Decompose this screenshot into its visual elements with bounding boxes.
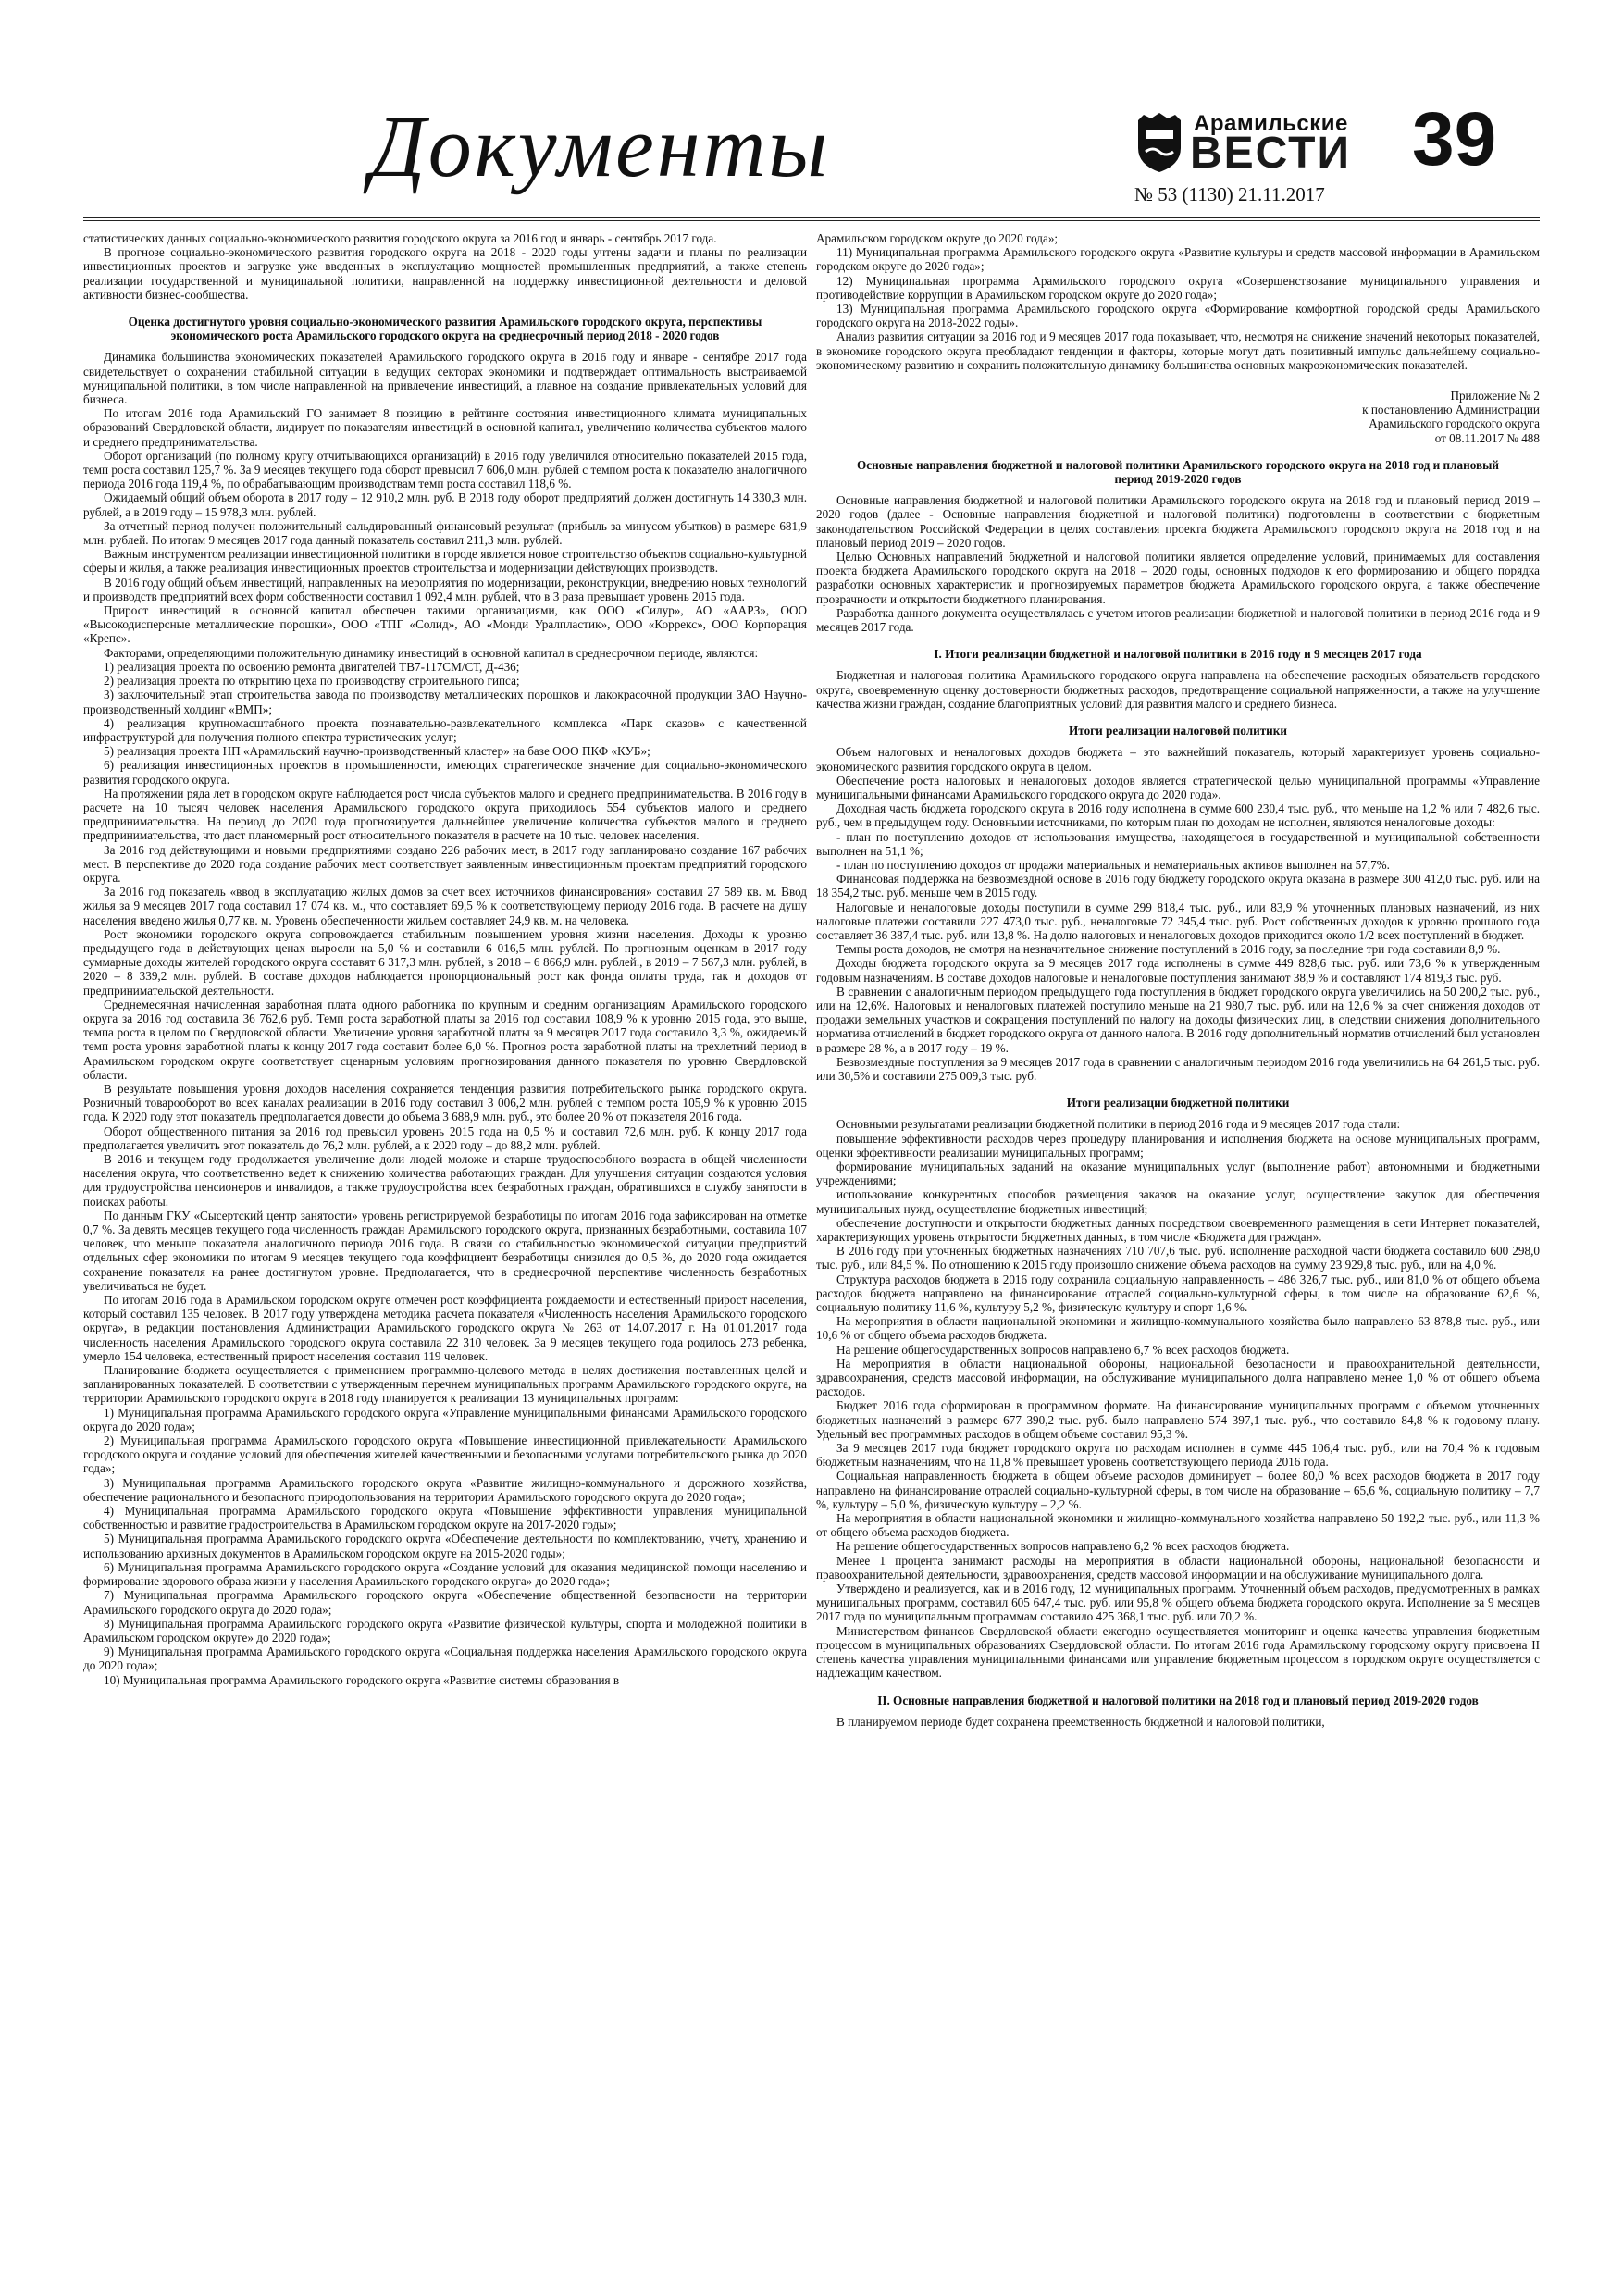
paragraph: В 2016 году при уточненных бюджетных назначениях 710 707,6 тыс. руб. исполнение расходной части бюджета составило 600 298,0 тыс. руб., или 84,5 %. По отношению к 2015 году произошло снижение объема расходов на сумму 23 929,8 тыс. руб., или на 4,0 %. (816, 1244, 1540, 1272)
paragraph: За 2016 год показатель «ввод в эксплуатацию жилых домов за счет всех источников финансирования» составил 27 589 кв. м. Ввод жилья за 9 месяцев 2017 года составил 17 074 кв. м., что составляет 69,5 % к соответствующему периоду 2016 года. В расчете на душу населения введено жилья 0,77 кв. м. Уровень обеспеченности жильем составляет 24,9 кв. м. на человека. (83, 885, 807, 927)
paragraph: - план по поступлению доходов от использования имущества, находящегося в государственной и муниципальной собственности выполнен на 51,1 %; (816, 829, 1540, 858)
paragraph: В 2016 и текущем году продолжается увеличение доли людей моложе и старше трудоспособного возраста в общей численности населения округа, что соответственно ведет к снижению количества работающих граждан. Для улучшения ситуации создаются условия для трудоустройства пенсионеров и инвалидов, а также трудоустройства всех безработных граждан, обратившихся в службу занятости в поисках работы. (83, 1152, 807, 1209)
paragraph: - план по поступлению доходов от продажи материальных и нематериальных активов выполнен на 57,7%. (836, 857, 1390, 872)
section-heading: I. Итоги реализации бюджетной и налоговой политики в 2016 году и 9 месяцев 2017 года (934, 647, 1422, 662)
paragraph: Основные направления бюджетной и налоговой политики Арамильского городского округа на 2018 год и плановый период 2019 – 2020 годов (далее - Основные направления бюджетной и налоговой политики) подготовлены в соответствии с бюджетным законодательством Российской Федерации в целях составления проекта бюджета Арамильского городского округа на 2018 год и на плановый период 2019 – 2020 годов. (816, 493, 1540, 550)
paragraph: Финансовая поддержка на безвозмездной основе в 2016 году бюджету городского округа оказана в размере 300 412,0 тыс. руб. или на 18 354,2 тыс. руб. меньше чем в 2015 году. (816, 872, 1540, 900)
list-item: 1) реализация проекта по освоению ремонта двигателей ТВ7-117СМ/СТ, Д-436; (104, 659, 520, 674)
section-title: Документы (370, 99, 831, 195)
paragraph: По данным ГКУ «Сысертский центр занятости» уровень регистрируемой безработицы по итогам 2016 года зафиксирован на отметке 0,7 %. За девять месяцев текущего года численность граждан Арамильского городского округа, признанных безработными, составила 107 человек, что меньше показателя аналогичного периода 2016 года. В связи со стабильностью экономической ситуации предприятий отдельных сфер экономики по итогам 9 месяцев текущего года коэффициент безработицы снизился до 0,5 %, до 2020 года ожидается сохранение показателя на ранее достигнутом уровне. Предполагается, что в среднесрочной перспективе численность безработных увеличиваться не будет. (83, 1208, 807, 1293)
list-item: 2) Муниципальная программа Арамильского городского округа «Повышение инвестиционной привлекательности Арамильского городского округа и создание условий для обеспечения жителей качественными и безопасными услугами потребительского рынка до 2020 года»; (83, 1433, 807, 1476)
list-item: 5) реализация проекта НП «Арамильский научно-производственный кластер» на базе ООО ПКФ «КУБ»; (104, 744, 650, 759)
logo-main-text: ВЕСТИ (1190, 129, 1351, 178)
newspaper-logo (1134, 111, 1381, 178)
paragraph: Факторами, определяющими положительную динамику инвестиций в основной капитал в среднесрочном периоде, являются: (104, 645, 759, 660)
paragraph: Арамильском городском округе до 2020 года»; (816, 231, 1059, 245)
header-divider-thin (83, 220, 1540, 221)
logo-top-text: Арамильские (1194, 111, 1348, 136)
appendix-reference (816, 389, 1540, 445)
paragraph: Прирост инвестиций в основной капитал обеспечен такими организациями, как ООО «Силур», АО «ААРЗ», ООО «Высокодисперсные металлические порошки», ООО «ТПГ «Солид», АО «Монди Уралпластик», ООО «Коррекс», ООО Корпорация «Крепс». (83, 603, 807, 646)
paragraph: Целью Основных направлений бюджетной и налоговой политики является определение условий, принимаемых для составления проекта бюджета Арамильского городского округа на 2018 – 2020 годы, основных подходов к его формированию и общего порядка разработки основных характеристик и прогнозируемых параметров бюджета Арамильского городского округа, а также обеспечение прозрачности и открытости бюджетного планирования. (816, 550, 1540, 606)
appendix-line: Приложение № 2 (1450, 389, 1540, 403)
paragraph: Безвозмездные поступления за 9 месяцев 2017 года в сравнении с аналогичным периодом 2016 года увеличились на 64 261,5 тыс. руб. или 30,5% и составили 275 009,3 тыс. руб. (816, 1054, 1540, 1083)
paragraph: Рост экономики городского округа сопровождается стабильным повышением уровня жизни населения. Доходы к уровню предыдущего года в действующих ценах выросли на 5,0 % и составили 6 016,5 млн. рублей. По прогнозным оценкам в 2017 году суммарные доходы жителей городского округа составят 6 317,3 млн. рублей, в 2018 – 6 866,9 млн. рублей., в 2019 – 7 567,3 млн. рублей, в 2020 – 8 339,2 млн. рублей. В составе доходов наблюдается пропорциональный рост как фонда оплаты труда, так и доходов от предпринимательской деятельности. (83, 926, 807, 998)
section-heading: Итоги реализации бюджетной политики (1066, 1096, 1290, 1111)
paragraph: В результате повышения уровня доходов населения сохраняется тенденция развития потребительского рынка городского округа. Розничный товарооборот во всех каналах реализации в 2016 году составил 3 006,2 млн. рублей с темпом роста 105,9 % к уровню 2015 года. К 2020 году этот показатель предполагается довести до объема 3 688,9 млн. руб., это более 20 % от показателя 2016 года. (83, 1081, 807, 1124)
paragraph: Анализ развития ситуации за 2016 год и 9 месяцев 2017 года показывает, что, несмотря на снижение значений некоторых показателей, в экономике городского округа преобладают тенденции и факторы, которые могут дать позитивный импульс дальнейшему социально-экономическому развитию и сохранить положительную динамику большинства основных макроэкономических показателей. (816, 329, 1540, 372)
paragraph: На решение общегосударственных вопросов направлено 6,2 % всех расходов бюджета. (836, 1539, 1290, 1554)
paragraph: Важным инструментом реализации инвестиционной политики в городе является новое строительство объектов социально-культурной сферы и жилья, а также реализация инвестиционных проектов строительства и модернизации действующих производств. (83, 547, 807, 576)
paragraph: В прогнозе социально-экономического развития городского округа на 2018 - 2020 годы учтены задачи и планы по реализации инвестиционных проектов и загрузке уже введенных в эксплуатацию мощностей промышленных предприятий, а также степень реализации государственной и муниципальной политики, направленной на поддержку инвестиционной деятельности и деловой активности бизнес-сообщества. (83, 245, 807, 302)
header-divider (83, 217, 1540, 218)
paragraph: За 2016 год действующими и новыми предприятиями создано 226 рабочих мест, в 2017 году запланировано создание 167 рабочих мест. В перспективе до 2020 года создание рабочих мест соответствует заявленным инвестиционным проектам предприятий городского округа. (83, 842, 807, 885)
section-heading: Итоги реализации налоговой политики (1069, 724, 1287, 738)
paragraph: Динамика большинства экономических показателей Арамильского городского округа в 2016 году и январе - сентябре 2017 года свидетельствует о сохранении стабильной ситуации в ведущих секторах экономики и подтверждает оптимальность выстраиваемой муниципальной политики, в том числе направленной на привлечение инвестиций, а главное на создание привлекательных условий для бизнеса. (83, 350, 807, 407)
paragraph: использование конкурентных способов размещения заказов на оказание услуг, осуществление закупок для обеспечения муниципальных нужд, осуществление бюджетных инвестиций; (816, 1187, 1540, 1216)
list-item: 6) реализация инвестиционных проектов в промышленности, имеющих стратегическое значение для социально-экономического развития городского округа. (83, 758, 807, 787)
paragraph: формирование муниципальных заданий на оказание муниципальных услуг (выполнение работ) автономными и бюджетными учреждениями; (816, 1159, 1540, 1188)
list-item: 7) Муниципальная программа Арамильского городского округа «Обеспечение общественной безопасности на территории Арамильского городского округа до 2020 года»; (83, 1588, 807, 1617)
paragraph: Утверждено и реализуется, как и в 2016 году, 12 муниципальных программ. Уточненный объем расходов, предусмотренных в рамках муниципальных программ, составил 605 647,4 тыс. руб. или 95,8 % общего объема бюджета городского округа. Исполнение за 9 месяцев 2017 года по муниципальным программам составило 425 368,1 тыс. руб. или 70,2 %. (816, 1582, 1540, 1624)
paragraph: На мероприятия в области национальной экономики и жилищно-коммунального хозяйства направлено 50 192,2 тыс. руб., или 11,3 % от общего объема расходов бюджета. (816, 1511, 1540, 1540)
paragraph: Бюджет 2016 года сформирован в программном формате. На финансирование муниципальных программ с объемом уточненных бюджетных назначений в размере 677 390,2 тыс. руб. было направлено 574 397,1 тыс. руб., что составило 84,8 % к годовому плану. Удельный вес программных расходов в общем объеме составил 95,3 %. (816, 1398, 1540, 1441)
paragraph: Объем налоговых и неналоговых доходов бюджета – это важнейший показатель, который характеризует уровень социально-экономического развития городского округа в целом. (816, 745, 1540, 774)
paragraph: Социальная направленность бюджета в общем объеме расходов доминирует – более 80,0 % всех расходов бюджета в 2017 году направлено на финансирование отраслей социально-культурной сферы, в том числе на образование – 65,6 %, социальную политику – 7,7 %, культуру – 5,0 %, физическую культуру – 2,2 %. (816, 1469, 1540, 1511)
paragraph: Доходная часть бюджета городского округа в 2016 году исполнена в сумме 600 230,4 тыс. руб., что меньше на 1,2 % или 7 482,6 тыс. руб., чем в предыдущем году. Основными источниками, по которым план по доходам не исполнен, являются неналоговые доходы: (816, 801, 1540, 830)
paragraph: Менее 1 процента занимают расходы на мероприятия в области национальной обороны, национальной безопасности и правоохранительной деятельности, здравоохранения, средств массовой информации и на обслуживание муниципального долга. (816, 1553, 1540, 1582)
issue-number: № 53 (1130) 21.11.2017 (1134, 183, 1325, 205)
paragraph: За отчетный период получен положительный сальдированный финансовый результат (прибыль за минусом убытков) в размере 681,9 млн. рублей. По итогам 9 месяцев 2017 года данный показатель составил 211,3 млн. рублей. (83, 518, 807, 548)
paragraph: На решение общегосударственных вопросов направлено 6,7 % всех расходов бюджета. (836, 1342, 1290, 1357)
paragraph: Основными результатами реализации бюджетной политики в период 2016 года и 9 месяцев 2017 года стали: (836, 1117, 1401, 1132)
page-number: 39 (1412, 97, 1497, 181)
paragraph: обеспечение доступности и открытости бюджетных данных посредством своевременного размещения в сети Интернет показателей, характеризующих уровень открытости бюджетных данных, в том числе «Бюджета для граждан». (816, 1215, 1540, 1244)
list-item: 12) Муниципальная программа Арамильского городского округа «Совершенствование муниципального управления и противодействие коррупции в Арамильском городском округе до 2020 года»; (816, 273, 1540, 302)
paragraph: повышение эффективности расходов через процедуру планирования и исполнения бюджета на основе муниципальных программ, оценки эффективности реализации муниципальных программ; (816, 1131, 1540, 1160)
list-item: 8) Муниципальная программа Арамильского городского округа «Развитие физической культуры, спорта и молодежной политики в Арамильском городском округе» до 2020 года»; (83, 1616, 807, 1644)
paragraph: Оборот общественного питания за 2016 год превысил уровень 2015 года на 0,5 % и составил 72,6 млн. руб. К концу 2017 года предполагается увеличить этот показатель до 76,2 млн. рублей, а к 2020 году – до 88,2 млн. рублей. (83, 1123, 807, 1152)
list-item: 3) Муниципальная программа Арамильского городского округа «Развитие жилищно-коммунального и дорожного хозяйства, обеспечение рационального и безопасного природопользования на территории Арамильского городского округа до 2020 года»; (83, 1475, 807, 1504)
paragraph: Ожидаемый общий объем оборота в 2017 году – 12 910,2 млн. руб. В 2018 году оборот предприятий должен достигнуть 14 330,3 млн. рублей, а в 2019 году – 15 978,3 млн. рублей. (83, 490, 807, 519)
paragraph: Разработка данного документа осуществлялась с учетом итогов реализации бюджетной и налоговой политики в период 2016 года и 9 месяцев 2017 года. (816, 605, 1540, 635)
section-heading: II. Основные направления бюджетной и налоговой политики на 2018 год и плановый период 2019-2020 годов (877, 1693, 1479, 1707)
paragraph: За 9 месяцев 2017 года бюджет городского округа по расходам исполнен в сумме 445 106,4 тыс. руб., или на 70,4 % к годовым бюджетным назначениям, что на 11,8 % превышает уровень соответствующего периода 2016 года. (816, 1441, 1540, 1470)
list-item: 4) реализация крупномасштабного проекта познавательно-развлекательного комплекса «Парк сказов» с качественной инфраструктурой для получения полного спектра туристических услуг; (83, 715, 807, 744)
list-item: 5) Муниципальная программа Арамильского городского округа «Обеспечение деятельности по комплектованию, учету, хранению и использованию архивных документов в Арамильском городском округе на 2015-2020 годы»; (83, 1532, 807, 1560)
paragraph: Темпы роста доходов, не смотря на незначительное снижение поступлений в 2016 году, за последние три года составили 8,9 %. (836, 942, 1501, 957)
paragraph: статистических данных социально-экономического развития городского округа за 2016 год и январь - сентябрь 2017 года. (83, 231, 717, 245)
section-heading: Основные направления бюджетной и налоговой политики Арамильского городского округа на 2018 год и плановый период 2019-2020 годов (856, 457, 1500, 487)
left-column (83, 231, 807, 2232)
paragraph: В 2016 году общий объем инвестиций, направленных на мероприятия по модернизации, реконструкции, внедрению новых технологий и производств предприятий всех форм собственности составил 1 092,4 млн. рублей, что в 3 раза превышает уровень 2015 года. (83, 575, 807, 603)
section-heading: Оценка достигнутого уровня социально-экономического развития Арамильского городского округа, перспективы экономического роста Арамильского городского округа на среднесрочный период 2018 - 2020 годов (128, 315, 762, 343)
paragraph: Бюджетная и налоговая политика Арамильского городского округа направлена на обеспечение расходных обязательств городского округа, своевременную оценку достоверности бюджетных расходов, предотвращение социальной напряженности, а также на улучшение качества жизни граждан, создание благоприятных условий для развития малого и среднего бизнеса. (816, 668, 1540, 711)
paragraph: Доходы бюджета городского округа за 9 месяцев 2017 года исполнены в сумме 449 828,6 тыс. руб. или 73,6 % к утвержденным годовым назначениям. В составе доходов налоговые и неналоговые поступления занимают 38,9 % и составляют 174 819,3 тыс. руб. (816, 956, 1540, 985)
paragraph: Министерством финансов Свердловской области ежегодно осуществляется мониторинг и оценка качества управления бюджетным процессом в муниципальных образованиях Свердловской области. По итогам 2016 года Арамильскому городскому округу присвоена II степень качества управления муниципальными финансами или управление бюджетным процессом в городском округе осуществляется с надлежащим качеством. (816, 1623, 1540, 1681)
list-item: 11) Муниципальная программа Арамильского городского округа «Развитие культуры и средств массовой информации в Арамильском городском округе до 2020 года»; (816, 245, 1540, 274)
paragraph: В сравнении с аналогичным периодом предыдущего года поступления в бюджет городского округа увеличились на 50 200,2 тыс. руб., или на 12,6%. Налоговых и неналоговых платежей поступило меньше на 21 980,7 тыс. руб. или на 12,6 % за счет снижения доходов от продажи земельных участков и сокращения поступлений по налогу на доходы физических лиц, в следствии снижения дополнительного норматива отчислений в бюджет городского округа от данного налога. В 2016 году дополнительный норматив отчислений был установлен в размере 28 %, а в 2017 году – 19 %. (816, 984, 1540, 1055)
paragraph: Обеспечение роста налоговых и неналоговых доходов является стратегической целью муниципальной программы «Управление муниципальными финансами Арамильского городского округа до 2020 года». (816, 773, 1540, 801)
appendix-line: от 08.11.2017 № 488 (1434, 430, 1540, 445)
paragraph: Налоговые и неналоговые доходы поступили в сумме 299 818,4 тыс. руб., или 83,9 % уточненных плановых назначений, из них налоговые платежи составили 227 473,0 тыс. руб., неналоговые 72 345,4 тыс. руб. Рост собственных доходов к уровню прошлого года составляет 36 387,4 тыс. руб. или 13,8 %. На долю налоговых и неналоговых доходов приходится около 1/2 всех поступлений в бюджет. (816, 900, 1540, 942)
list-item: 9) Муниципальная программа Арамильского городского округа «Социальная поддержка населения Арамильского городского округа до 2020 года»; (83, 1644, 807, 1673)
list-item: 10) Муниципальная программа Арамильского городского округа «Развитие системы образования в (104, 1672, 620, 1687)
paragraph: На мероприятия в области национальной обороны, национальной безопасности и правоохранительной деятельности, здравоохранения, средств массовой информации, на обслуживание муниципального долга направлено менее 1,0 % от общего объема расходов. (816, 1356, 1540, 1399)
paragraph: На мероприятия в области национальной экономики и жилищно-коммунального хозяйства было направлено 63 878,8 тыс. руб., или 10,6 % от общего объема расходов бюджета. (816, 1314, 1540, 1343)
paragraph: По итогам 2016 года Арамильский ГО занимает 8 позицию в рейтинге состояния инвестиционного климата муниципальных образований Свердловской области, лидирует по показателям инвестиций в основной капитал, увеличению количества субъектов малого и среднего предпринимательства. (83, 406, 807, 449)
city-coat-of-arms-icon (1134, 111, 1184, 174)
paragraph: Планирование бюджета осуществляется с применением программно-целевого метода в целях достижения поставленных целей и запланированных показателей. В соответствии с утвержденным перечнем муниципальных программ Арамильского городского округа, на территории Арамильского городского округа в 2018 году планируется к реализации 13 муниципальных программ: (83, 1363, 807, 1406)
paragraph: Среднемесячная начисленная заработная плата одного работника по крупным и средним организациям Арамильского городского округа за 2016 год составила 36 762,6 руб. Темп роста заработной платы за 2016 год составил 108,9 % к уровню 2015 года, это выше, темпа роста в целом по Свердловской области. Увеличение уровня заработной платы за 9 месяцев 2017 года составило 3,3 %, ожидаемый темп роста уровня заработной платы к концу 2017 года составит более 6,0 %. Прогноз роста заработной платы на трехлетний период в Арамильском городском округе соответствует сценарным условиям прогнозирования данного показателя по уровню Свердловской области. (83, 997, 807, 1082)
list-item: 6) Муниципальная программа Арамильского городского округа «Создание условий для оказания медицинской помощи населению и формирование здорового образа жизни у населения Арамильского городского округа» до 2020 года»; (83, 1559, 807, 1589)
right-column (816, 231, 1540, 2232)
list-item: 3) заключительный этап строительства завода по производству металлических порошков и лакокрасочной продукции ЗАО Научно-производственный холдинг «ВМП»; (83, 688, 807, 716)
paragraph: На протяжении ряда лет в городском округе наблюдается рост числа субъектов малого и среднего предпринимательства. В 2016 году в расчете на 10 тысяч человек населения Арамильского городского округа приходилось 554 субъектов малого и среднего предпринимательства. На период до 2020 года прогнозируется дальнейшее увеличение количества субъектов малого и среднего предпринимательства, что даст планомерный рост относительного показателя в расчете на 10 тыс. человек населения. (83, 786, 807, 843)
list-item: 13) Муниципальная программа Арамильского городского округа «Формирование комфортной городской среды Арамильского городского округа на 2018-2022 годы». (816, 302, 1540, 330)
paragraph: Структура расходов бюджета в 2016 году сохранила социальную направленность – 486 326,7 тыс. руб., или 81,0 % от общего объема расходов бюджета направлено на финансирование отраслей социально-культурной сферы, в том числе на образование 62,6 %, социальную политику 11,6 %, культуру 5,2 %, физическую культуру и спорт 1,6 %. (816, 1272, 1540, 1315)
list-item: 4) Муниципальная программа Арамильского городского округа «Повышение эффективности управления муниципальной собственностью и развитие градостроительства в Арамильском городском округе на 2017-2020 годы»; (83, 1504, 807, 1533)
paragraph: По итогам 2016 года в Арамильском городском округе отмечен рост коэффициента рождаемости и естественный прирост населения, который составил 135 человек. В 2017 году утверждена методика расчета показателя «Численность населения Арамильского городского округа», в редакции постановления Администрации Арамильского городского округа № 263 от 14.07.2017 г. На 01.01.2017 года численность населения Арамильского городского округа составила 22 310 человек. За 9 месяцев текущего года родилось 273 ребенка, умерло 154 человека, естественный прирост населения составил 119 человек. (83, 1293, 807, 1363)
paragraph: Оборот организаций (по полному кругу отчитывающихся организаций) в 2016 году увеличился относительно показателей 2015 года, темп роста составил 125,7 %. За 9 месяцев текущего года оборот превысил 7 606,0 млн. рублей с темпом роста к показателю аналогичного периода 2016 года 119,4 %, по обрабатывающим производствам темп роста составил 118,6 %. (83, 448, 807, 491)
paragraph: В планируемом периоде будет сохранена преемственность бюджетной и налоговой политики, (836, 1714, 1325, 1729)
list-item: 1) Муниципальная программа Арамильского городского округа «Управление муниципальными финансами Арамильского городского округа до 2020 года»; (83, 1405, 807, 1433)
appendix-line: к постановлению Администрации (1362, 403, 1540, 417)
list-item: 2) реализация проекта по открытию цеха по производству строительного гипса; (104, 674, 520, 689)
appendix-line: Арамильского городского округа (1369, 416, 1540, 431)
